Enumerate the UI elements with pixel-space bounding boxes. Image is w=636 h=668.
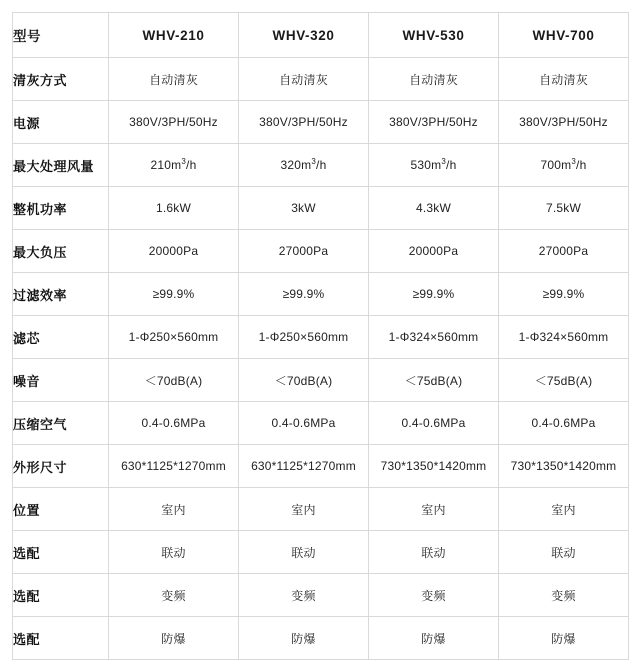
cell-value: 变频 (239, 574, 369, 617)
header-model-4: WHV-700 (499, 13, 629, 58)
cell-value: 1-Φ250×560mm (109, 316, 239, 359)
cell-value: 变频 (109, 574, 239, 617)
cell-value: ≥99.9% (499, 273, 629, 316)
table-row (13, 445, 629, 488)
cell-value: 380V/3PH/50Hz (499, 101, 629, 144)
cell-value: 室内 (369, 488, 499, 531)
cell-value: 1.6kW (109, 187, 239, 230)
cell-value (369, 144, 499, 187)
value-number: 700 (540, 158, 562, 172)
table-row (13, 359, 629, 402)
row-label: 选配 (13, 531, 109, 574)
value-unit: $m^3/h$ (431, 157, 457, 172)
cell-value: 室内 (109, 488, 239, 531)
table-row (13, 273, 629, 316)
row-label: 过滤效率 (13, 273, 109, 316)
row-label: 外形尺寸 (13, 445, 109, 488)
cell-value: 380V/3PH/50Hz (239, 101, 369, 144)
cell-value: 自动清灰 (109, 58, 239, 101)
cell-value: 1-Φ324×560mm (499, 316, 629, 359)
cell-value: 4.3kW (369, 187, 499, 230)
table-row (13, 144, 629, 187)
row-label: 噪音 (13, 359, 109, 402)
cell-value: 室内 (239, 488, 369, 531)
cell-value: 联动 (239, 531, 369, 574)
cell-value: 自动清灰 (369, 58, 499, 101)
value-number: 320 (280, 158, 302, 172)
table-row (13, 187, 629, 230)
cell-value: ＜70dB(A) (239, 359, 369, 402)
value-unit: $m^3/h$ (301, 157, 327, 172)
cell-value: 630*1125*1270mm (109, 445, 239, 488)
value-number: 210 (150, 158, 172, 172)
row-label: 清灰方式 (13, 58, 109, 101)
cell-value: 防爆 (109, 617, 239, 660)
cell-value: 20000Pa (109, 230, 239, 273)
cell-value: 变频 (499, 574, 629, 617)
cell-value: 27000Pa (499, 230, 629, 273)
cell-value: 自动清灰 (499, 58, 629, 101)
cell-value: 7.5kW (499, 187, 629, 230)
cell-value: 0.4-0.6MPa (369, 402, 499, 445)
cell-value: ＜75dB(A) (499, 359, 629, 402)
row-label: 整机功率 (13, 187, 109, 230)
cell-value: ＜70dB(A) (109, 359, 239, 402)
row-label: 电源 (13, 101, 109, 144)
cell-value: 联动 (499, 531, 629, 574)
row-label: 压缩空气 (13, 402, 109, 445)
table-row (13, 316, 629, 359)
table-row (13, 488, 629, 531)
table-row (13, 574, 629, 617)
cell-value: 0.4-0.6MPa (109, 402, 239, 445)
value-unit: $m^3/h$ (171, 157, 197, 172)
row-label: 选配 (13, 617, 109, 660)
cell-value: 自动清灰 (239, 58, 369, 101)
header-model-2: WHV-320 (239, 13, 369, 58)
cell-value: 1-Φ250×560mm (239, 316, 369, 359)
cell-value: 室内 (499, 488, 629, 531)
row-label: 选配 (13, 574, 109, 617)
header-model-1: WHV-210 (109, 13, 239, 58)
value-number: 530 (410, 158, 432, 172)
table-header (13, 13, 629, 58)
cell-value (499, 144, 629, 187)
cell-value: 防爆 (239, 617, 369, 660)
cell-value: ＜75dB(A) (369, 359, 499, 402)
cell-value (109, 144, 239, 187)
cell-value: 变频 (369, 574, 499, 617)
cell-value: 联动 (109, 531, 239, 574)
table-body (13, 58, 629, 660)
cell-value: 防爆 (369, 617, 499, 660)
row-label: 最大负压 (13, 230, 109, 273)
header-model-3: WHV-530 (369, 13, 499, 58)
cell-value: ≥99.9% (109, 273, 239, 316)
cell-value: 0.4-0.6MPa (499, 402, 629, 445)
cell-value: ≥99.9% (369, 273, 499, 316)
cell-value: 380V/3PH/50Hz (369, 101, 499, 144)
cell-value: 27000Pa (239, 230, 369, 273)
cell-value: 730*1350*1420mm (369, 445, 499, 488)
cell-value: 730*1350*1420mm (499, 445, 629, 488)
row-label: 最大处理风量 (13, 144, 109, 187)
cell-value: ≥99.9% (239, 273, 369, 316)
table-header-row (13, 13, 629, 58)
cell-value: 1-Φ324×560mm (369, 316, 499, 359)
header-label-model: 型号 (13, 13, 109, 58)
cell-value: 3kW (239, 187, 369, 230)
cell-value: 380V/3PH/50Hz (109, 101, 239, 144)
cell-value: 630*1125*1270mm (239, 445, 369, 488)
table-row (13, 531, 629, 574)
row-label: 位置 (13, 488, 109, 531)
table-row (13, 402, 629, 445)
cell-value: 20000Pa (369, 230, 499, 273)
table-row (13, 101, 629, 144)
table-row (13, 58, 629, 101)
cell-value (239, 144, 369, 187)
row-label: 滤芯 (13, 316, 109, 359)
table-row (13, 617, 629, 660)
value-unit: $m^3/h$ (561, 157, 587, 172)
cell-value: 防爆 (499, 617, 629, 660)
specification-table (12, 12, 629, 660)
cell-value: 联动 (369, 531, 499, 574)
cell-value: 0.4-0.6MPa (239, 402, 369, 445)
table-row (13, 230, 629, 273)
